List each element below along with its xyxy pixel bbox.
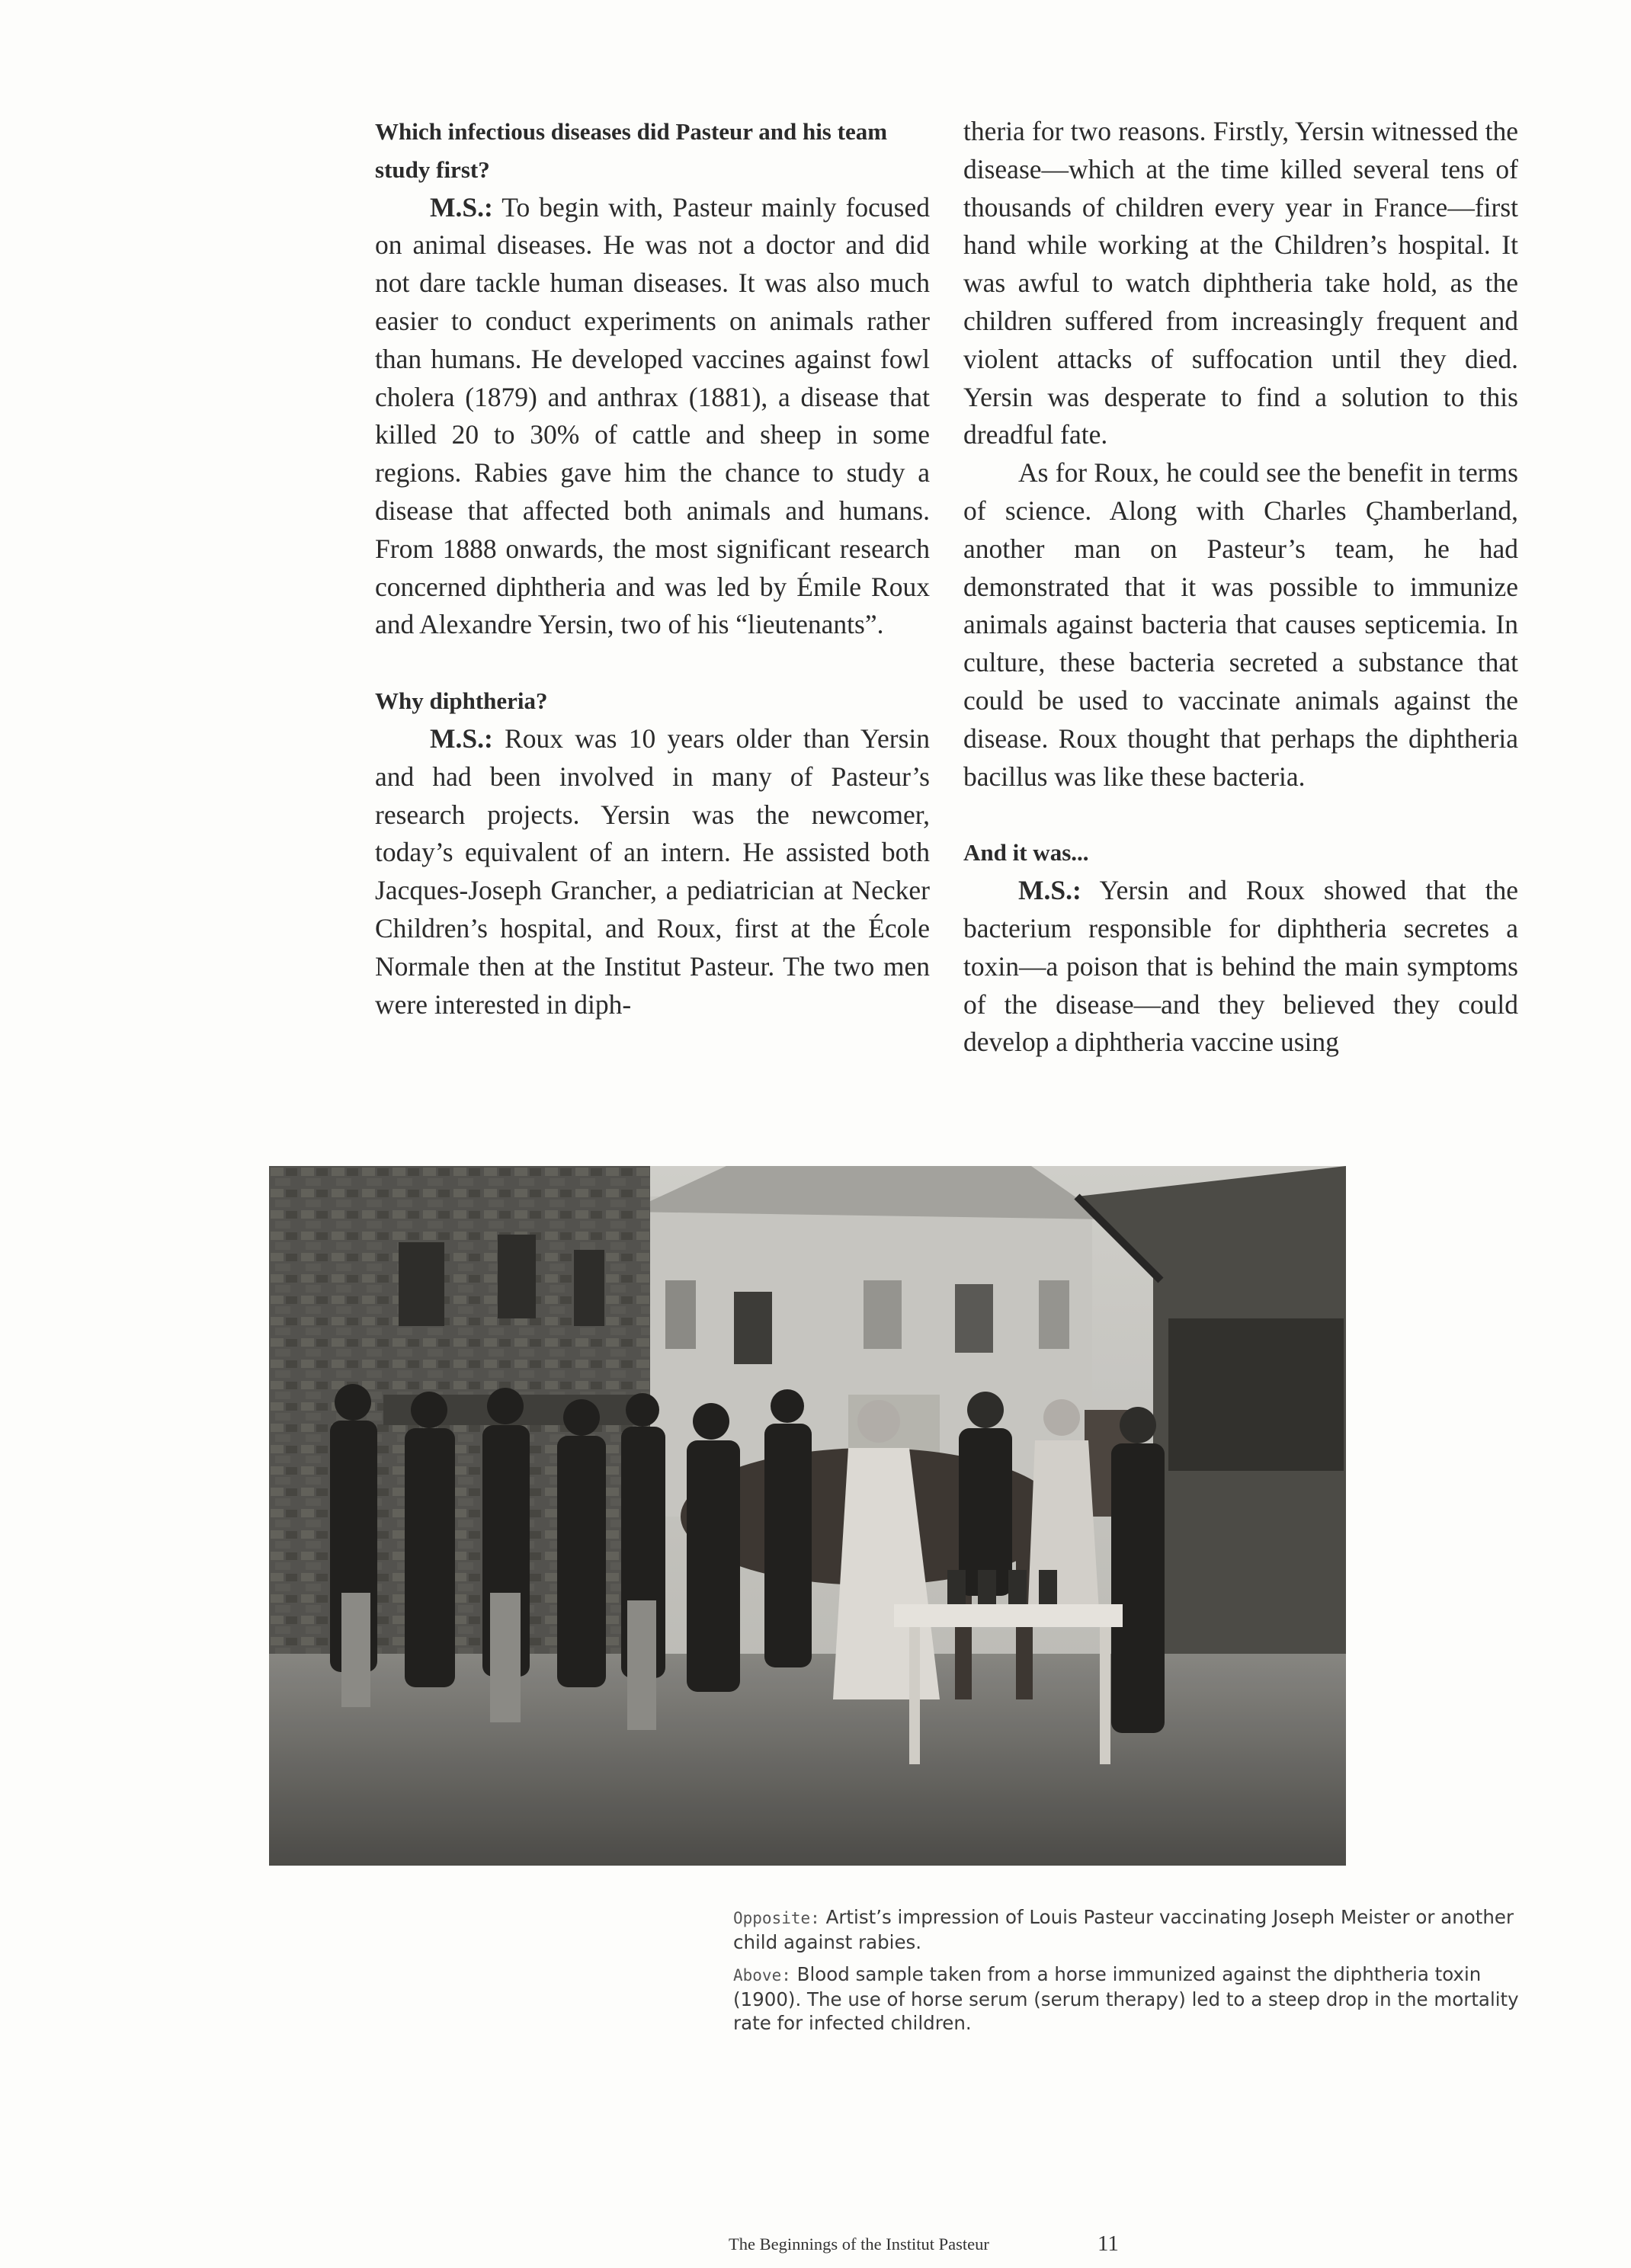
caption-label: Above: [733, 1966, 791, 1984]
answer-paragraph [963, 872, 1518, 1062]
caption-label: Opposite: [733, 1909, 820, 1927]
right-column [963, 113, 1518, 1062]
continued-paragraph: theria for two reasons. Firstly, Yersin witnessed the disease—which at the time killed several tens of thousands of children every year in France—first hand while working at the Children’s hospital. It was awful to watch diphtheria take hold, as the children suffered from increasingly frequent and violent attacks of suffocation until they died. Yersin was desperate to find a solution to this dreadful fate. [963, 116, 1518, 450]
photo-captions [733, 1905, 1541, 2043]
page-number: 11 [1097, 2231, 1119, 2256]
speaker-label: M.S.: [1018, 875, 1081, 906]
running-title: The Beginnings of the Institut Pasteur [729, 2234, 989, 2254]
speaker-label: M.S.: [430, 722, 493, 754]
answer-text: Yersin and Roux showed that the bacterium responsible for diphtheria secretes a toxin—a poison that is behind the main symptoms of the disease—and they believed they could develop a diphtheria vaccine using [963, 875, 1518, 1058]
body-paragraph: As for Roux, he could see the benefit in terms of science. Along with Charles Çhamberland, another man on Pasteur’s team, he had demonstrated that it was possible to immunize animals against bacteria that causes septicemia. In culture, these bacteria secreted a substance that could be used to vaccinate animals against the disease. Roux thought that perhaps the diphtheria bacillus was like these bacteria. [963, 457, 1518, 792]
answer-paragraph [375, 720, 930, 1023]
question-heading: Why diphtheria? [375, 687, 548, 715]
question-heading: Which infectious diseases did Pasteur and his team study first? [375, 118, 888, 183]
question-heading: And it was... [963, 839, 1089, 867]
answer-paragraph [375, 189, 930, 645]
speaker-label: M.S.: [430, 191, 493, 223]
answer-text: Roux was 10 years older than Yersin and had been involved in many of Pasteur’s research projects. Yersin was the newcomer, today’s equivalent of an intern. He assisted both Jacques-Joseph Grancher, a pediatrician at Necker Children’s hospital, and Roux, first at the École Normale then at the Institut Pasteur. The two men were interested in diph- [375, 722, 930, 1020]
answer-text: To begin with, Pasteur mainly focused on animal diseases. He was not a doctor and did not dare tackle human diseases. It was also much easier to conduct experiments on animals rather than humans. He developed vaccines against fowl cholera (1879) and anthrax (1881), a disease that killed 20 to 30% of cattle and sheep in some regions. Rabies gave him the chance to study a disease that affected both animals and humans. From 1888 onwards, the most significant research concerned diphtheria and was led by Émile Roux and Alexandre Yersin, two of his “lieutenants”. [375, 191, 930, 640]
caption-text: Artist’s impression of Louis Pasteur vaccinating Joseph Meister or another child against rabies. [733, 1906, 1514, 1953]
caption-above [733, 1962, 1541, 2035]
caption-text: Blood sample taken from a horse immunized against the diphtheria toxin (1900). The use of horse serum (serum therapy) led to a steep drop in the mortality rate for infected children. [733, 1963, 1519, 2034]
photo-illustration [269, 1166, 1346, 1866]
historical-photograph [269, 1166, 1346, 1866]
left-column [375, 113, 930, 1023]
caption-opposite [733, 1905, 1541, 1954]
